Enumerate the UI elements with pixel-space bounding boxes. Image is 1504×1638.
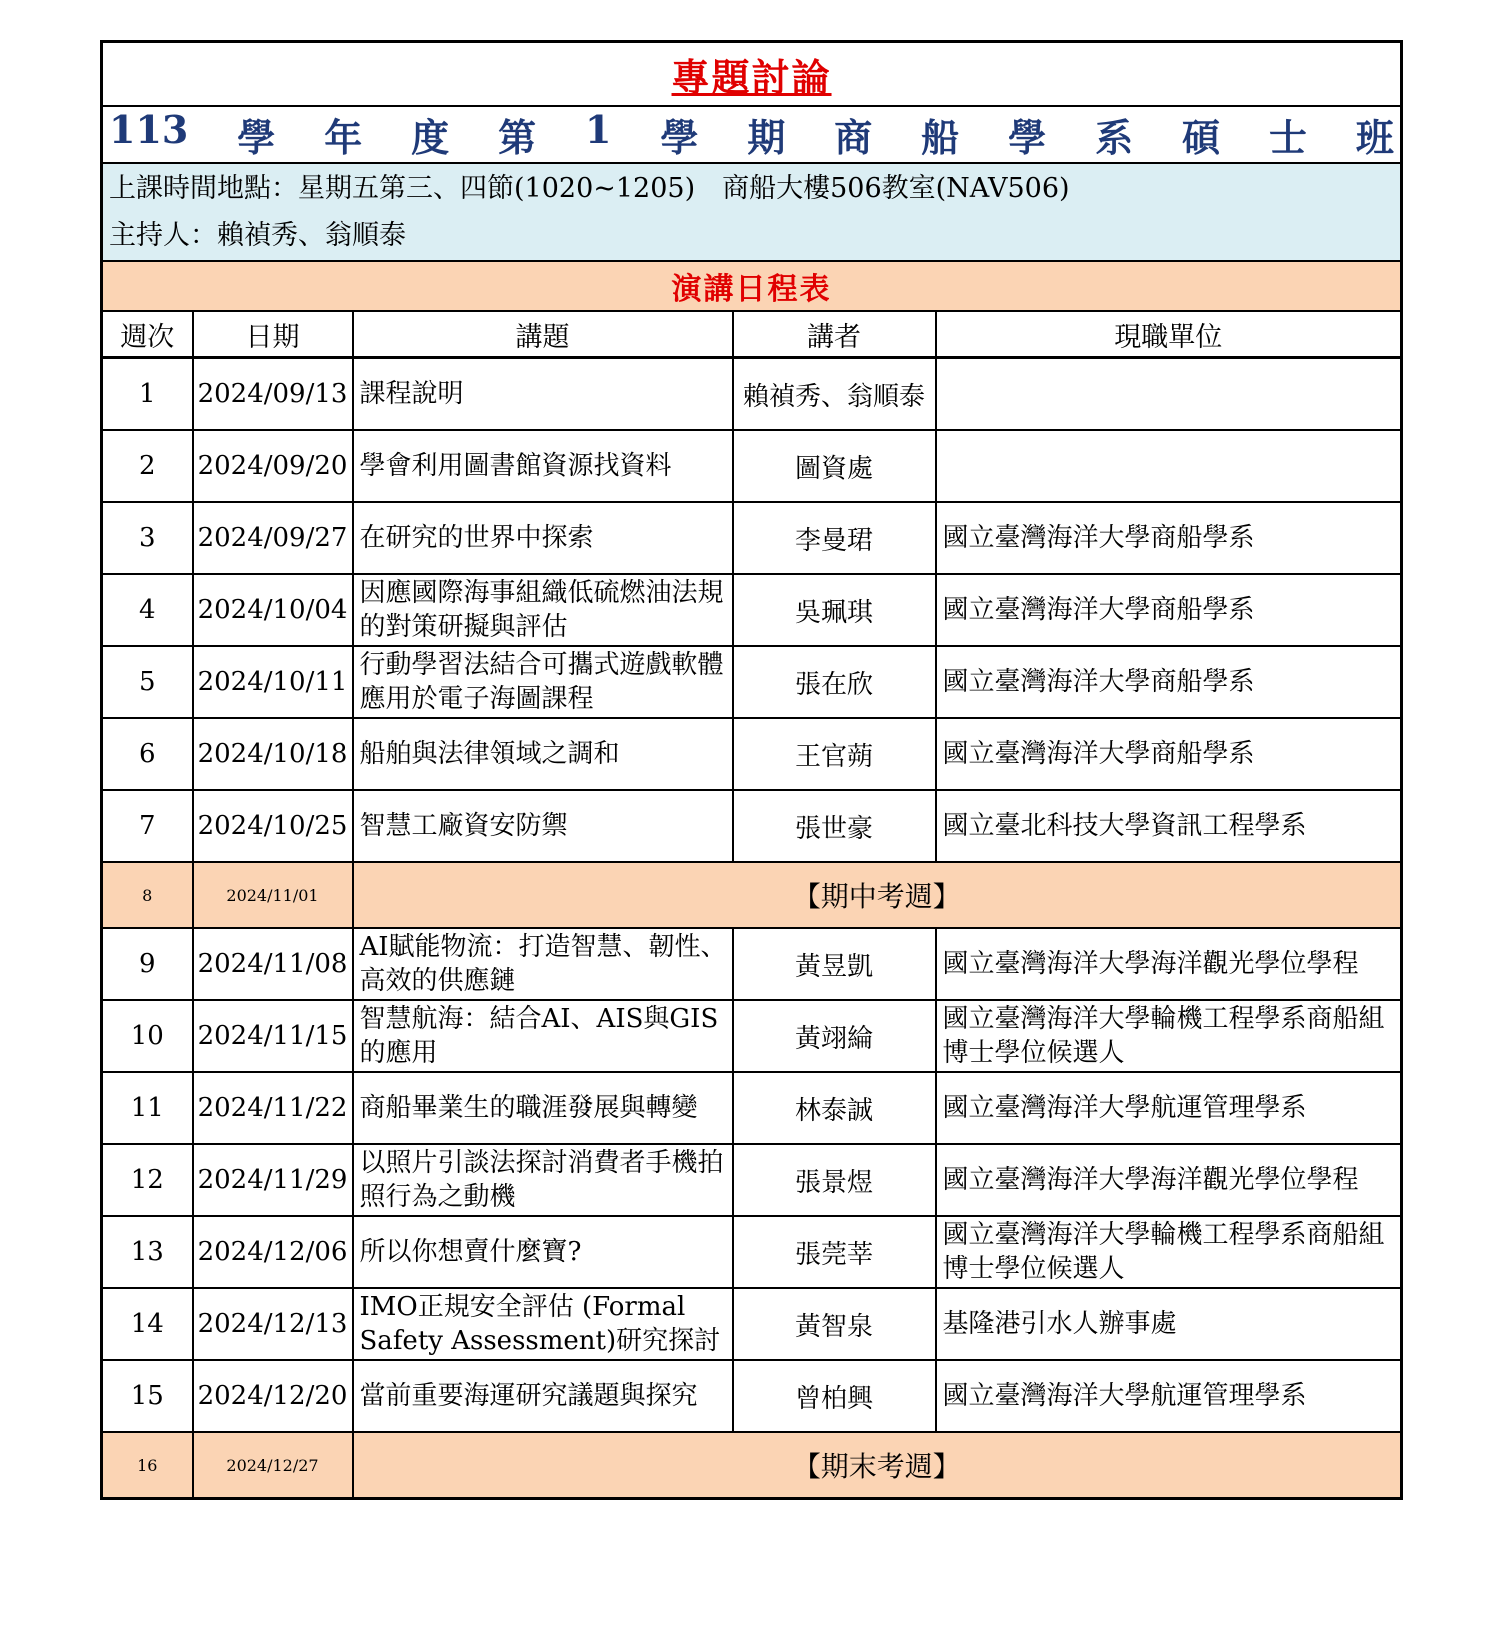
week-cell: 16 bbox=[102, 1432, 193, 1499]
week-cell: 1 bbox=[102, 358, 193, 431]
topic-cell: 行動學習法結合可攜式遊戲軟體應用於電子海圖課程 bbox=[353, 646, 733, 718]
week-cell: 3 bbox=[102, 502, 193, 574]
schedule-table bbox=[100, 40, 1403, 1500]
topic-cell: IMO正規安全評估 (Formal Safety Assessment)研究探討 bbox=[353, 1288, 733, 1360]
speaker-cell: 吳珮琪 bbox=[733, 574, 936, 646]
table-row bbox=[102, 1288, 1402, 1360]
speaker-cell: 張世豪 bbox=[733, 790, 936, 862]
program-word: 度 bbox=[411, 115, 450, 160]
org-cell: 國立臺灣海洋大學商船學系 bbox=[936, 646, 1402, 718]
table-row bbox=[102, 718, 1402, 790]
week-cell: 2 bbox=[102, 430, 193, 502]
speaker-cell: 圖資處 bbox=[733, 430, 936, 502]
header-topic: 講題 bbox=[353, 311, 733, 358]
hosts-text: 主持人：賴禎秀、翁順泰 bbox=[109, 220, 406, 251]
org-cell: 國立臺灣海洋大學商船學系 bbox=[936, 502, 1402, 574]
program-word: 船 bbox=[921, 115, 960, 160]
org-cell: 基隆港引水人辦事處 bbox=[936, 1288, 1402, 1360]
program-word: 年 bbox=[324, 115, 363, 160]
org-cell: 國立臺灣海洋大學輪機工程學系商船組博士學位候選人 bbox=[936, 1216, 1402, 1288]
program-word: 士 bbox=[1268, 115, 1307, 160]
org-cell bbox=[936, 358, 1402, 431]
date-cell: 2024/09/13 bbox=[193, 358, 353, 431]
speaker-cell: 賴禎秀、翁順泰 bbox=[733, 358, 936, 431]
program-title bbox=[103, 107, 1400, 162]
exam-row bbox=[102, 1432, 1402, 1499]
exam-note-cell: 【期中考週】 bbox=[353, 862, 1402, 928]
date-cell: 2024/10/18 bbox=[193, 718, 353, 790]
week-cell: 7 bbox=[102, 790, 193, 862]
org-cell: 國立臺灣海洋大學海洋觀光學位學程 bbox=[936, 928, 1402, 1000]
program-word: 系 bbox=[1095, 115, 1134, 160]
week-cell: 12 bbox=[102, 1144, 193, 1216]
topic-cell: 在研究的世界中探索 bbox=[353, 502, 733, 574]
header-row bbox=[102, 311, 1402, 358]
week-cell: 5 bbox=[102, 646, 193, 718]
speaker-cell: 張景煜 bbox=[733, 1144, 936, 1216]
date-cell: 2024/12/06 bbox=[193, 1216, 353, 1288]
date-cell: 2024/11/15 bbox=[193, 1000, 353, 1072]
org-cell: 國立臺灣海洋大學航運管理學系 bbox=[936, 1072, 1402, 1144]
table-row bbox=[102, 358, 1402, 431]
program-word: 113 bbox=[109, 107, 189, 152]
org-cell: 國立臺灣海洋大學輪機工程學系商船組博士學位候選人 bbox=[936, 1000, 1402, 1072]
table-row bbox=[102, 646, 1402, 718]
topic-cell: 商船畢業生的職涯發展與轉變 bbox=[353, 1072, 733, 1144]
exam-note-cell: 【期末考週】 bbox=[353, 1432, 1402, 1499]
topic-cell: 以照片引談法探討消費者手機拍照行為之動機 bbox=[353, 1144, 733, 1216]
header-speaker: 講者 bbox=[733, 311, 936, 358]
topic-cell: 船舶與法律領域之調和 bbox=[353, 718, 733, 790]
header-date: 日期 bbox=[193, 311, 353, 358]
table-row bbox=[102, 1216, 1402, 1288]
program-word: 學 bbox=[237, 115, 276, 160]
program-row bbox=[102, 106, 1402, 163]
date-cell: 2024/09/20 bbox=[193, 430, 353, 502]
program-word: 1 bbox=[585, 107, 612, 152]
topic-cell: 所以你想賣什麼寶? bbox=[353, 1216, 733, 1288]
org-cell: 國立臺灣海洋大學航運管理學系 bbox=[936, 1360, 1402, 1432]
topic-cell: 學會利用圖書館資源找資料 bbox=[353, 430, 733, 502]
schedule-title-row bbox=[102, 261, 1402, 311]
program-word: 商 bbox=[834, 115, 873, 160]
page-title: 專題討論 bbox=[671, 54, 832, 100]
week-cell: 6 bbox=[102, 718, 193, 790]
speaker-cell: 黃智泉 bbox=[733, 1288, 936, 1360]
week-cell: 11 bbox=[102, 1072, 193, 1144]
header-org: 現職單位 bbox=[936, 311, 1402, 358]
date-cell: 2024/09/27 bbox=[193, 502, 353, 574]
program-word: 學 bbox=[660, 115, 699, 160]
speaker-cell: 林泰誠 bbox=[733, 1072, 936, 1144]
program-word: 學 bbox=[1008, 115, 1047, 160]
date-cell: 2024/11/08 bbox=[193, 928, 353, 1000]
title-row bbox=[102, 42, 1402, 107]
week-cell: 15 bbox=[102, 1360, 193, 1432]
speaker-cell: 黃昱凱 bbox=[733, 928, 936, 1000]
topic-cell: 課程說明 bbox=[353, 358, 733, 431]
program-word: 第 bbox=[498, 115, 537, 160]
program-word: 碩 bbox=[1182, 115, 1221, 160]
org-cell: 國立臺北科技大學資訊工程學系 bbox=[936, 790, 1402, 862]
table-row bbox=[102, 1072, 1402, 1144]
table-row bbox=[102, 928, 1402, 1000]
table-row bbox=[102, 1144, 1402, 1216]
speaker-cell: 黃翊綸 bbox=[733, 1000, 936, 1072]
date-cell: 2024/10/25 bbox=[193, 790, 353, 862]
date-cell: 2024/11/01 bbox=[193, 862, 353, 928]
time-place-text: 上課時間地點：星期五第三、四節(1020~1205) 商船大樓506教室(NAV506) bbox=[109, 173, 1070, 204]
topic-cell: 當前重要海運研究議題與探究 bbox=[353, 1360, 733, 1432]
header-week: 週次 bbox=[102, 311, 193, 358]
program-word: 期 bbox=[747, 115, 786, 160]
schedule-title: 演講日程表 bbox=[671, 272, 832, 307]
table-row bbox=[102, 574, 1402, 646]
date-cell: 2024/12/20 bbox=[193, 1360, 353, 1432]
org-cell: 國立臺灣海洋大學海洋觀光學位學程 bbox=[936, 1144, 1402, 1216]
week-cell: 14 bbox=[102, 1288, 193, 1360]
date-cell: 2024/10/11 bbox=[193, 646, 353, 718]
org-cell: 國立臺灣海洋大學商船學系 bbox=[936, 718, 1402, 790]
week-cell: 8 bbox=[102, 862, 193, 928]
table-row bbox=[102, 1000, 1402, 1072]
topic-cell: AI賦能物流：打造智慧、韌性、高效的供應鏈 bbox=[353, 928, 733, 1000]
info-row bbox=[102, 163, 1402, 261]
topic-cell: 智慧工廠資安防禦 bbox=[353, 790, 733, 862]
date-cell: 2024/10/04 bbox=[193, 574, 353, 646]
table-row bbox=[102, 502, 1402, 574]
date-cell: 2024/11/22 bbox=[193, 1072, 353, 1144]
date-cell: 2024/12/27 bbox=[193, 1432, 353, 1499]
org-cell: 國立臺灣海洋大學商船學系 bbox=[936, 574, 1402, 646]
topic-cell: 智慧航海：結合AI、AIS與GIS的應用 bbox=[353, 1000, 733, 1072]
topic-cell: 因應國際海事組織低硫燃油法規的對策研擬與評估 bbox=[353, 574, 733, 646]
table-row bbox=[102, 430, 1402, 502]
speaker-cell: 李曼珺 bbox=[733, 502, 936, 574]
week-cell: 4 bbox=[102, 574, 193, 646]
speaker-cell: 張莞莘 bbox=[733, 1216, 936, 1288]
schedule-sheet bbox=[100, 40, 1400, 1500]
program-word: 班 bbox=[1355, 115, 1394, 160]
exam-row bbox=[102, 862, 1402, 928]
table-row bbox=[102, 790, 1402, 862]
week-cell: 9 bbox=[102, 928, 193, 1000]
org-cell bbox=[936, 430, 1402, 502]
speaker-cell: 王官蒴 bbox=[733, 718, 936, 790]
speaker-cell: 張在欣 bbox=[733, 646, 936, 718]
table-row bbox=[102, 1360, 1402, 1432]
week-cell: 13 bbox=[102, 1216, 193, 1288]
date-cell: 2024/12/13 bbox=[193, 1288, 353, 1360]
date-cell: 2024/11/29 bbox=[193, 1144, 353, 1216]
speaker-cell: 曾柏興 bbox=[733, 1360, 936, 1432]
week-cell: 10 bbox=[102, 1000, 193, 1072]
